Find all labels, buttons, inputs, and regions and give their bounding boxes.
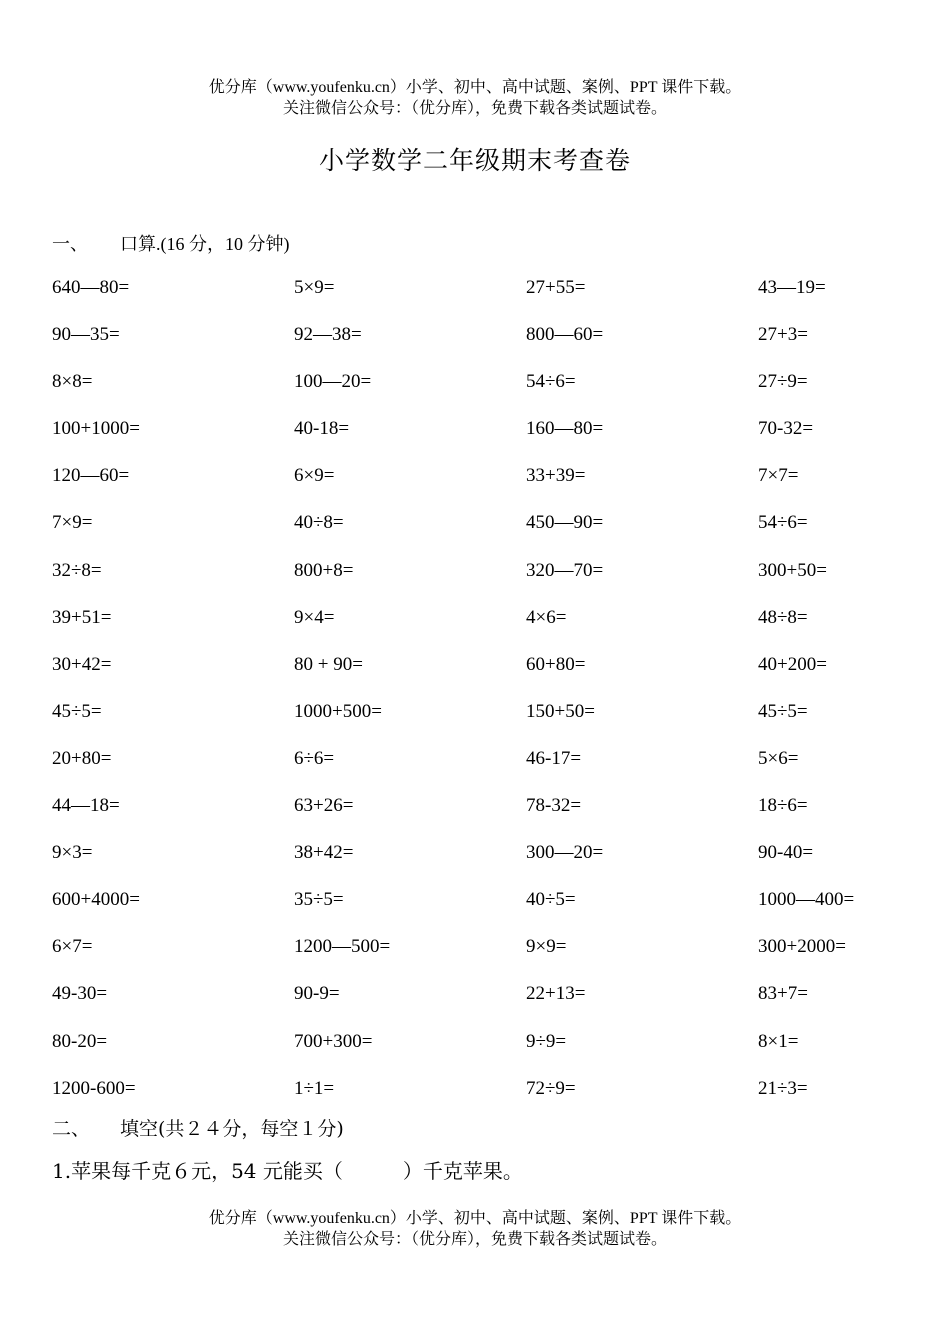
math-problem: 38+42= xyxy=(294,842,354,864)
math-problem: 300+50= xyxy=(758,559,827,581)
problem-row xyxy=(52,746,932,793)
math-problem: 27+55= xyxy=(526,277,586,298)
page-title: 小学数学二年级期末考查卷 xyxy=(318,148,631,175)
math-problem: 45÷5= xyxy=(758,700,808,722)
math-problem: 90-40= xyxy=(758,842,814,864)
math-problem: 70-32= xyxy=(758,418,814,440)
math-problem: 21÷3= xyxy=(758,1077,808,1099)
math-problem: 120—60= xyxy=(52,465,130,487)
header-banner xyxy=(0,77,950,119)
math-problem: 18÷6= xyxy=(758,795,808,817)
math-problem: 40÷8= xyxy=(294,512,344,534)
math-problem: 1000+500= xyxy=(294,700,382,722)
section-1-heading xyxy=(52,232,290,256)
math-problem: 45÷5= xyxy=(52,700,102,722)
footer-banner-line-1: 优分库（www.youfenku.cn）小学、初中、高中试题、案例、PPT 课件下载。 xyxy=(208,1210,742,1227)
math-problem: 43—19= xyxy=(758,277,826,298)
problem-row xyxy=(52,652,932,699)
math-problem: 27÷9= xyxy=(758,371,808,393)
math-problem: 22+13= xyxy=(526,983,586,1005)
math-problem: 1200-600= xyxy=(52,1077,136,1099)
footer-banner-line-2: 关注微信公众号：（优分库），免费下载各类试题试卷。 xyxy=(282,1231,667,1248)
math-problem: 40-18= xyxy=(294,418,350,440)
math-problem: 92—38= xyxy=(294,324,362,346)
math-problem: 100—20= xyxy=(294,371,372,393)
math-problem: 640—80= xyxy=(52,277,130,298)
math-problem: 160—80= xyxy=(526,418,604,440)
math-problem: 600+4000= xyxy=(52,889,140,911)
problem-row xyxy=(52,275,932,322)
problem-row xyxy=(52,369,932,416)
math-problem: 800—60= xyxy=(526,324,604,346)
math-problem: 33+39= xyxy=(526,465,586,487)
math-problem: 32÷8= xyxy=(52,559,102,581)
problem-row xyxy=(52,1076,932,1123)
math-problem: 300+2000= xyxy=(758,936,846,958)
math-problem: 39+51= xyxy=(52,606,112,628)
math-problem: 7×7= xyxy=(758,465,799,487)
problem-row xyxy=(52,699,932,746)
problem-row xyxy=(52,605,932,652)
math-problem: 300—20= xyxy=(526,842,604,864)
math-problem: 150+50= xyxy=(526,700,595,722)
math-problem: 30+42= xyxy=(52,653,112,675)
math-problem: 1÷1= xyxy=(294,1077,335,1099)
math-problem: 700+300= xyxy=(294,1030,373,1052)
math-problem: 78-32= xyxy=(526,795,582,817)
math-problem: 320—70= xyxy=(526,559,604,581)
math-problem: 44—18= xyxy=(52,795,120,817)
math-problem: 800+8= xyxy=(294,559,354,581)
section-2-number: 二、 xyxy=(52,1118,91,1140)
math-problem: 49-30= xyxy=(52,983,108,1005)
problem-row xyxy=(52,510,932,557)
problem-row xyxy=(52,463,932,510)
math-problem: 9÷9= xyxy=(526,1030,567,1052)
math-problem: 1200—500= xyxy=(294,936,391,958)
math-problem: 83+7= xyxy=(758,983,808,1005)
problem-row xyxy=(52,887,932,934)
math-problem: 7×9= xyxy=(52,512,93,534)
math-problem: 6÷6= xyxy=(294,747,335,769)
question-1 xyxy=(52,1157,523,1185)
math-problem: 63+26= xyxy=(294,795,354,817)
problem-row xyxy=(52,840,932,887)
math-problem: 6×7= xyxy=(52,936,93,958)
math-problem: 20+80= xyxy=(52,747,112,769)
math-problem: 35÷5= xyxy=(294,889,344,911)
math-problem: 80-20= xyxy=(52,1030,108,1052)
mental-math-grid xyxy=(52,275,932,1123)
math-problem: 4×6= xyxy=(526,606,567,628)
math-problem: 54÷6= xyxy=(526,371,576,393)
section-1-number: 一、 xyxy=(52,234,88,254)
problem-row xyxy=(52,934,932,981)
footer-banner xyxy=(0,1208,950,1250)
math-problem: 100+1000= xyxy=(52,418,140,440)
math-problem: 90-9= xyxy=(294,983,340,1005)
header-banner-line-2: 关注微信公众号：（优分库），免费下载各类试题试卷。 xyxy=(282,100,667,117)
math-problem: 6×9= xyxy=(294,465,335,487)
math-problem: 450—90= xyxy=(526,512,604,534)
math-problem: 5×9= xyxy=(294,277,335,298)
problem-row xyxy=(52,1029,932,1076)
problem-row xyxy=(52,793,932,840)
problem-row xyxy=(52,558,932,605)
math-problem: 46-17= xyxy=(526,747,582,769)
math-problem: 54÷6= xyxy=(758,512,808,534)
math-problem: 8×1= xyxy=(758,1030,799,1052)
section-2-label: 填空(共２４分，每空１分) xyxy=(120,1118,344,1140)
question-1-text-after: ）千克苹果。 xyxy=(402,1159,523,1183)
math-problem: 80 + 90= xyxy=(294,653,363,675)
problem-row xyxy=(52,322,932,369)
math-problem: 9×9= xyxy=(526,936,567,958)
math-problem: 9×4= xyxy=(294,606,335,628)
section-1-label: 口算.(16 分，10 分钟) xyxy=(120,234,290,254)
math-problem: 48÷8= xyxy=(758,606,808,628)
math-problem: 40+200= xyxy=(758,653,827,675)
math-problem: 72÷9= xyxy=(526,1077,576,1099)
question-1-text-before: 1.苹果每千克６元，54 元能买（ xyxy=(52,1159,343,1183)
math-problem: 1000—400= xyxy=(758,889,855,911)
math-problem: 90—35= xyxy=(52,324,120,346)
problem-row xyxy=(52,416,932,463)
math-problem: 8×8= xyxy=(52,371,93,393)
header-banner-line-1: 优分库（www.youfenku.cn）小学、初中、高中试题、案例、PPT 课件下载。 xyxy=(208,79,742,96)
math-problem: 60+80= xyxy=(526,653,586,675)
section-2-heading xyxy=(52,1117,344,1141)
math-problem: 40÷5= xyxy=(526,889,576,911)
math-problem: 9×3= xyxy=(52,842,93,864)
math-problem: 27+3= xyxy=(758,324,808,346)
math-problem: 5×6= xyxy=(758,747,799,769)
problem-row xyxy=(52,981,932,1028)
